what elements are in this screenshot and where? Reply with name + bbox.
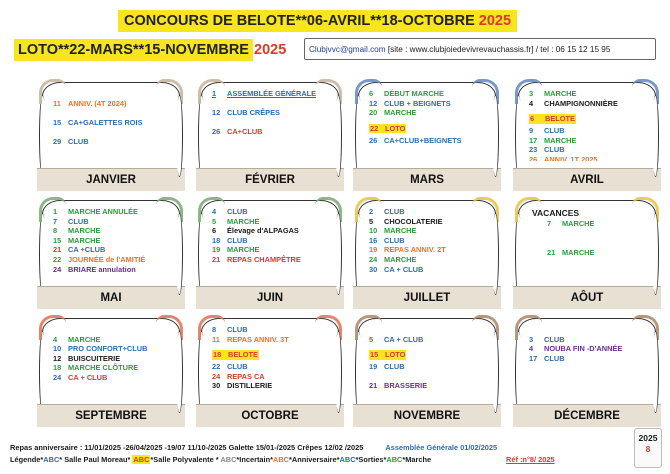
legend-anniversaire: *Anniversaire*	[289, 455, 340, 464]
event-day: 4	[529, 344, 534, 354]
event-day: 17	[529, 353, 538, 363]
event-row	[529, 325, 649, 335]
event-row	[529, 219, 649, 229]
event-row	[369, 108, 489, 118]
event-row	[53, 373, 173, 383]
event-row	[529, 344, 649, 354]
event-label: BRASSERIE	[384, 381, 428, 391]
event-row	[53, 335, 173, 345]
event-day: 10	[369, 226, 378, 236]
event-label: MARCHE CLÔTURE	[68, 363, 139, 373]
event-label: CHAMPIGNONNIÈRE	[544, 98, 618, 108]
event-label: CLUB	[68, 136, 89, 146]
legend-abc-highlight: ABC	[133, 455, 150, 464]
month-card-4	[42, 200, 180, 308]
event-row	[53, 354, 173, 364]
legend-abc-blue: ABC	[43, 455, 60, 464]
event-row	[53, 127, 173, 137]
event-label: PRO CONFORT+CLUB	[68, 344, 148, 354]
event-label: REPAS CHAMPÊTRE	[227, 254, 301, 264]
month-card-9	[201, 318, 339, 426]
event-row	[529, 335, 649, 345]
legend-abc-sorties: ABC	[339, 455, 356, 464]
event-day: 15	[53, 117, 62, 127]
event-row	[53, 89, 173, 99]
event-day: 29	[53, 136, 62, 146]
month-card-7	[518, 200, 656, 308]
event-day: 17	[529, 135, 538, 145]
event-row	[369, 136, 489, 146]
event-row	[529, 248, 649, 258]
event-row	[369, 207, 489, 217]
legend-marche: *Marche	[402, 455, 432, 464]
belote-title-year: 2025	[478, 13, 512, 29]
event-label: ANNIV. (4T 2024)	[68, 98, 127, 108]
event-row	[53, 255, 173, 265]
event-day: 5	[212, 216, 217, 226]
event-day: 22	[370, 123, 379, 133]
event-day: 24	[369, 254, 378, 264]
event-label: CLUB	[227, 207, 248, 216]
month-card-6	[358, 200, 496, 308]
event-label: BELOTE	[228, 350, 258, 360]
month-name: JUILLET	[353, 286, 501, 309]
event-day: 11	[53, 98, 61, 108]
month-card-1	[201, 82, 339, 190]
event-row	[529, 126, 649, 136]
event-row	[529, 354, 649, 364]
month-card-3	[518, 82, 656, 190]
event-label: REPAS ANNIV. 3T	[227, 334, 289, 344]
event-day: 16	[369, 235, 378, 245]
event-day: 6	[212, 226, 217, 236]
legend-salle-polyvalente: *Salle Polyvalente *	[150, 455, 221, 464]
event-day: 15	[53, 235, 62, 245]
event-row	[529, 238, 649, 248]
footer-legend	[10, 455, 431, 464]
event-row	[212, 118, 332, 128]
month-events	[529, 89, 649, 161]
month-card-2	[358, 82, 496, 190]
event-label: CLUB + BEIGNETS	[384, 98, 451, 108]
belote-title	[118, 10, 517, 32]
event-row	[212, 325, 332, 335]
event-label: CLUB	[544, 126, 565, 136]
month-name: SEPTEMBRE	[37, 404, 185, 427]
event-day: 9	[529, 126, 534, 136]
event-row	[369, 89, 489, 99]
event-row	[212, 381, 332, 391]
event-row	[53, 226, 173, 236]
month-events	[369, 207, 489, 279]
event-row	[212, 236, 332, 246]
event-row	[529, 99, 649, 109]
event-label: CA+GALETTES ROIS	[68, 117, 143, 127]
event-label: MARCHE	[562, 219, 595, 228]
event-row	[369, 99, 489, 109]
event-row	[53, 325, 173, 335]
event-day: 26	[529, 154, 538, 161]
event-day: 30	[212, 381, 221, 391]
month-card-0	[42, 82, 180, 190]
header-row-1	[6, 8, 664, 34]
legend-abc-marche: ABC	[386, 455, 403, 464]
loto-title: LOTO**22-MARS**15-NOVEMBRE	[14, 39, 253, 61]
event-label: CLUB	[544, 334, 565, 344]
event-label: MARCHE	[544, 135, 577, 145]
event-day: 12	[212, 108, 221, 118]
event-day: 26	[369, 135, 378, 145]
event-label: CLUB	[544, 145, 565, 155]
event-day: 24	[53, 372, 62, 382]
event-row	[529, 114, 576, 124]
event-day: 19	[212, 245, 221, 255]
event-day: 12	[53, 353, 62, 363]
event-day: 22	[53, 254, 62, 264]
event-label: MARCHE ANNULÉE	[68, 207, 138, 216]
event-day: 6	[530, 114, 535, 124]
month-events	[53, 207, 173, 279]
badge-year: 2025	[638, 433, 658, 443]
event-row	[212, 217, 332, 227]
belote-title-text: CONCOURS DE BELOTE**06-AVRIL**18-OCTOBRE	[124, 13, 475, 29]
event-day: 1	[212, 89, 217, 98]
header-row-2	[6, 36, 664, 64]
event-row	[53, 344, 173, 354]
event-row	[212, 255, 332, 265]
event-label: CA+CLUB+BEIGNETS	[384, 135, 462, 145]
event-day: 11	[212, 334, 220, 344]
page-badge	[634, 428, 662, 468]
month-card-5	[201, 200, 339, 308]
month-name: JUIN	[196, 286, 344, 309]
event-row	[53, 118, 173, 128]
event-day: 4	[53, 334, 58, 344]
event-label: MARCHE	[68, 226, 101, 236]
month-name: FÉVRIER	[196, 168, 344, 191]
month-card-11	[518, 318, 656, 426]
event-label: MARCHE	[384, 254, 417, 264]
event-row	[529, 89, 649, 99]
event-row	[529, 145, 649, 155]
legend-salle-paul-moreau: * Salle Paul Moreau*	[59, 455, 133, 464]
event-label: CA + CLUB	[68, 372, 108, 382]
event-label: Élevage d'ALPAGAS	[227, 226, 299, 236]
month-name: NOVEMBRE	[353, 404, 501, 427]
event-label: MARCHE	[68, 235, 101, 245]
event-row	[212, 226, 332, 236]
legend-label: Légende*	[10, 455, 44, 464]
event-label: CA + CLUB	[384, 334, 424, 344]
reference-number: Réf :n°8/ 2025	[506, 455, 555, 464]
event-row	[369, 265, 489, 275]
event-row	[212, 89, 332, 99]
event-label: NOUBA FIN -D'ANNÉE	[544, 344, 623, 354]
event-row	[529, 207, 649, 219]
event-day: 1	[53, 207, 58, 216]
event-row	[529, 136, 649, 146]
event-label: JOURNÉE de l'AMITIÉ	[68, 254, 146, 264]
event-label: BELOTE	[545, 114, 575, 124]
event-row	[212, 362, 332, 372]
event-label: MARCHE	[68, 334, 101, 344]
event-label: CA +CLUB	[68, 245, 106, 255]
event-day: 18	[212, 235, 221, 245]
event-row	[53, 217, 173, 227]
event-day: 7	[53, 216, 58, 226]
contact-email[interactable]: Clubjvvc@gmail.com	[309, 45, 386, 54]
event-row	[529, 155, 649, 161]
event-label: DISTILLERIE	[227, 381, 273, 391]
event-label: LOTO	[385, 123, 406, 133]
event-row	[53, 108, 173, 118]
event-row	[369, 335, 489, 345]
event-day: 21	[547, 247, 556, 257]
event-row	[212, 207, 332, 217]
event-row	[529, 229, 649, 239]
month-events	[369, 325, 489, 397]
event-label: CLUB	[544, 353, 565, 363]
event-day: 3	[529, 334, 534, 344]
month-events	[53, 325, 173, 397]
event-label: MARCHE	[384, 226, 417, 236]
event-label: MARCHE	[562, 247, 595, 257]
event-day: 20	[369, 108, 378, 118]
event-row	[212, 372, 332, 382]
month-name: AVRIL	[513, 168, 661, 191]
event-row	[369, 236, 489, 246]
event-day: 19	[369, 362, 378, 372]
event-row	[212, 127, 332, 137]
month-events	[529, 325, 649, 397]
event-label: MARCHE	[384, 108, 417, 118]
badge-number: 8	[645, 444, 651, 454]
event-day: 15	[370, 350, 379, 360]
event-label: REPAS CA	[227, 371, 265, 381]
event-day: 30	[369, 264, 378, 274]
event-row	[369, 381, 489, 391]
event-row	[53, 236, 173, 246]
contact-box	[304, 38, 656, 60]
event-row	[369, 217, 489, 227]
event-row	[53, 265, 173, 275]
event-day: 18	[53, 363, 62, 373]
month-name: JANVIER	[37, 168, 185, 191]
event-row	[369, 362, 489, 372]
event-row	[369, 226, 489, 236]
legend-abc-gray: ABC	[220, 455, 237, 464]
event-label: CLUB CRÊPES	[227, 108, 280, 118]
event-row	[53, 363, 173, 373]
month-events	[212, 207, 332, 279]
event-day: 12	[369, 98, 378, 108]
event-label: MARCHE	[227, 216, 260, 226]
event-label: DÉBUT MARCHE	[384, 89, 444, 98]
event-label: CLUB	[68, 216, 89, 226]
event-row	[53, 207, 173, 217]
event-label: ANNIV. 1T 2025	[544, 154, 598, 161]
event-day: 5	[369, 216, 374, 226]
event-row	[212, 108, 332, 118]
loto-title-year: 2025	[254, 42, 287, 58]
event-day: 10	[53, 344, 62, 354]
footer-repas-line: Repas anniversaire : 11/01/2025 -26/04/2025 -19/07 11/10-/2025 Galette 15/01-/2025 Crêpes 12/02 /2025	[10, 443, 364, 452]
event-day: 4	[212, 207, 217, 216]
event-day: 19	[369, 245, 378, 255]
event-row	[212, 245, 332, 255]
event-day: 8	[53, 226, 58, 236]
legend-abc-anniv: ABC	[272, 455, 289, 464]
event-day: 3	[529, 89, 534, 98]
event-label: CA+CLUB	[227, 127, 263, 137]
month-card-10	[358, 318, 496, 426]
event-day: 22	[212, 362, 221, 372]
event-day: 4	[529, 98, 534, 108]
event-row	[53, 99, 173, 109]
event-label: ASSEMBLÉE GÉNÉRALE	[227, 89, 317, 98]
event-label: CLUB	[227, 325, 248, 334]
event-day: 18	[213, 350, 222, 360]
month-events	[212, 89, 332, 161]
month-name: DÉCEMBRE	[513, 404, 661, 427]
event-label: CLUB	[384, 207, 405, 216]
event-label: CLUB	[384, 235, 405, 245]
month-name: AÔUT	[513, 286, 661, 309]
event-label: LOTO	[385, 350, 406, 360]
event-day: 5	[369, 334, 374, 344]
event-day: 7	[547, 219, 552, 228]
month-card-8	[42, 318, 180, 426]
event-day: 2	[369, 207, 374, 216]
footer-assemblee: Assemblée Générale 01/02/2025	[385, 443, 498, 452]
event-row	[369, 124, 406, 134]
contact-details: [site : www.clubjoiedevivrevauchassis.fr] / tel : 06 15 12 15 95	[385, 45, 611, 54]
event-label: CLUB	[384, 362, 405, 372]
event-row	[212, 335, 332, 345]
event-label: CHOCOLATERIE	[384, 216, 443, 226]
event-row	[369, 372, 489, 382]
event-label: CA + CLUB	[384, 264, 424, 274]
month-events	[212, 325, 332, 397]
event-day: 21	[212, 254, 221, 264]
event-row	[53, 137, 173, 147]
event-day: 21	[369, 381, 378, 391]
event-row	[53, 245, 173, 255]
footer-dates	[10, 443, 497, 452]
event-day: 26	[212, 127, 221, 137]
event-day: 23	[529, 145, 538, 155]
event-label: BRIARE annulation	[68, 264, 136, 274]
event-row	[369, 255, 489, 265]
event-label: VACANCES	[532, 208, 580, 218]
event-day: 21	[53, 245, 62, 255]
event-day: 8	[212, 325, 217, 334]
event-row	[369, 245, 489, 255]
event-row	[212, 350, 259, 360]
event-label: CLUB	[227, 235, 248, 245]
event-row	[212, 99, 332, 109]
event-row	[369, 325, 489, 335]
event-label: MARCHE	[544, 89, 577, 98]
month-name: OCTOBRE	[196, 404, 344, 427]
month-name: MAI	[37, 286, 185, 309]
month-events	[53, 89, 173, 161]
event-label: MARCHE	[227, 245, 260, 255]
event-label: BUISCUITERIE	[68, 353, 121, 363]
event-label: CLUB	[227, 362, 248, 372]
month-events	[529, 207, 649, 279]
event-row	[369, 350, 406, 360]
event-day: 24	[212, 371, 221, 381]
month-events	[369, 89, 489, 161]
legend-sorties: *Sorties*	[355, 455, 387, 464]
event-day: 24	[53, 264, 62, 274]
event-label: REPAS ANNIV. 2T	[384, 245, 446, 255]
legend-incertain: *Incertain*	[236, 455, 273, 464]
month-name: MARS	[353, 168, 501, 191]
event-day: 6	[369, 89, 374, 98]
